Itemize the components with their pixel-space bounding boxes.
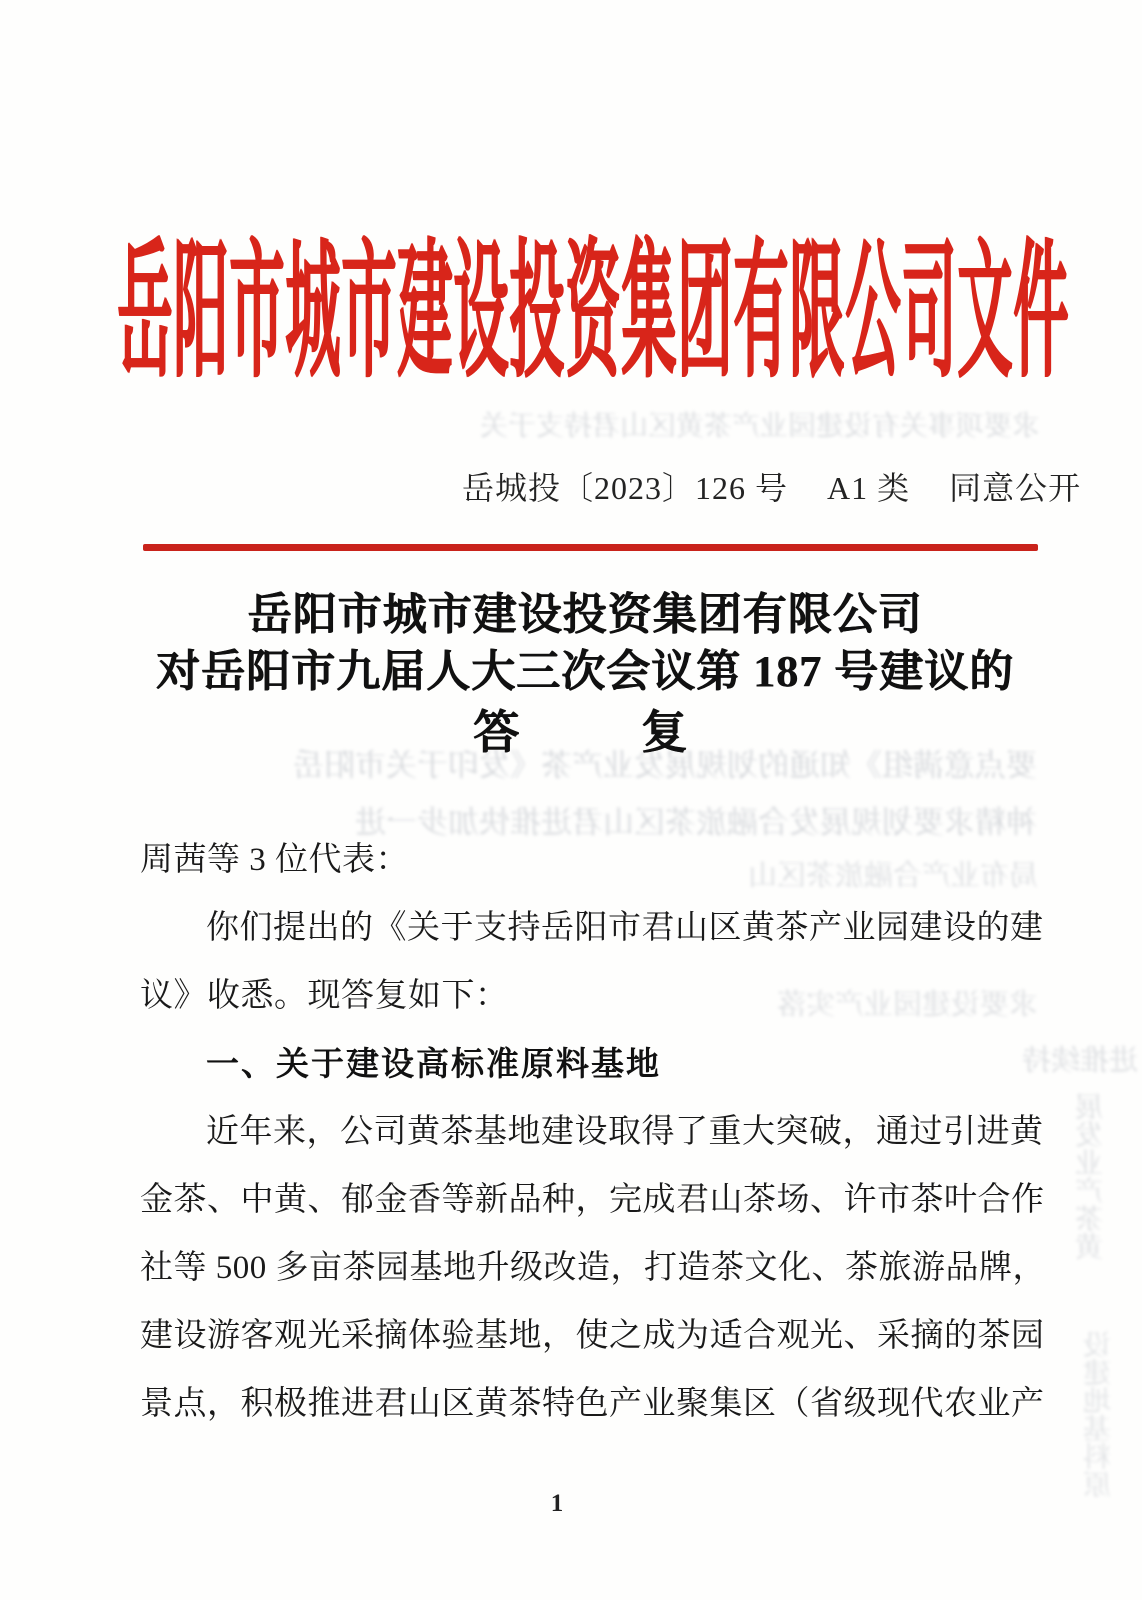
bleedthrough-text: 进推续持 [1021,1045,1138,1077]
body-line: 近年来，公司黄茶基地建设取得了重大突破，通过引进黄 [206,1114,1044,1150]
body-line: 金茶、中黄、郁金香等新品种，完成君山茶场、许市茶叶合作 [140,1182,1045,1218]
document-class-label: A1 类 [827,470,911,506]
bleedthrough-text: 要点意满组》知通的划规展发业产茶《发印于关市阳岳 [293,748,1037,783]
bleedthrough-text: 求要项事关有设建园业产茶黄区山君持支于关 [479,411,1040,442]
page-number: 1 [550,1490,564,1517]
document-title-line3: 答 复 [473,707,697,758]
salutation-line: 周茜等 3 位代表： [140,842,409,878]
body-line: 你们提出的《关于支持岳阳市君山区黄茶产业园建设的建 [206,910,1044,946]
bleedthrough-text: 展发业产茶黄 [1076,1092,1107,1260]
body-line: 景点，积极推进君山区黄茶特色产业聚集区（省级现代农业产 [140,1386,1045,1422]
section-heading: 一、关于建设高标准原料基地 [206,1045,661,1082]
document-body [140,826,1046,1438]
body-line: 建设游客观光采摘体验基地，使之成为适合观光、采摘的茶园 [140,1318,1045,1354]
document-title-line1: 岳阳市城市建设投资集团有限公司 [247,590,923,639]
bleedthrough-text: 设建地基料原 [1084,1330,1115,1498]
red-divider-rule [143,544,1038,551]
body-line: 议》收悉。现答复如下： [140,978,509,1014]
document-number: 岳城投〔2023〕126 号 [462,470,789,506]
document-publicity-label: 同意公开 [949,470,1082,506]
body-line: 社等 500 多亩茶园基地升级改造，打造茶文化、茶旅游品牌， [140,1250,1046,1286]
document-title [14,586,1142,766]
bleedthrough-text: 局布业产合融旅茶区山 [747,860,1038,892]
bleedthrough-text: 神精求要划规展发合融旅茶区山君进推快加步一进 [355,805,1037,840]
document-meta-line [462,463,1081,509]
document-title-line2: 对岳阳市九届人大三次会议第 187 号建议的 [156,647,1014,696]
document-masthead-title: 岳阳市城市建设投资集团有限公司文件 [116,229,1069,396]
bleedthrough-text: 求要设建园业产实落 [776,989,1038,1021]
